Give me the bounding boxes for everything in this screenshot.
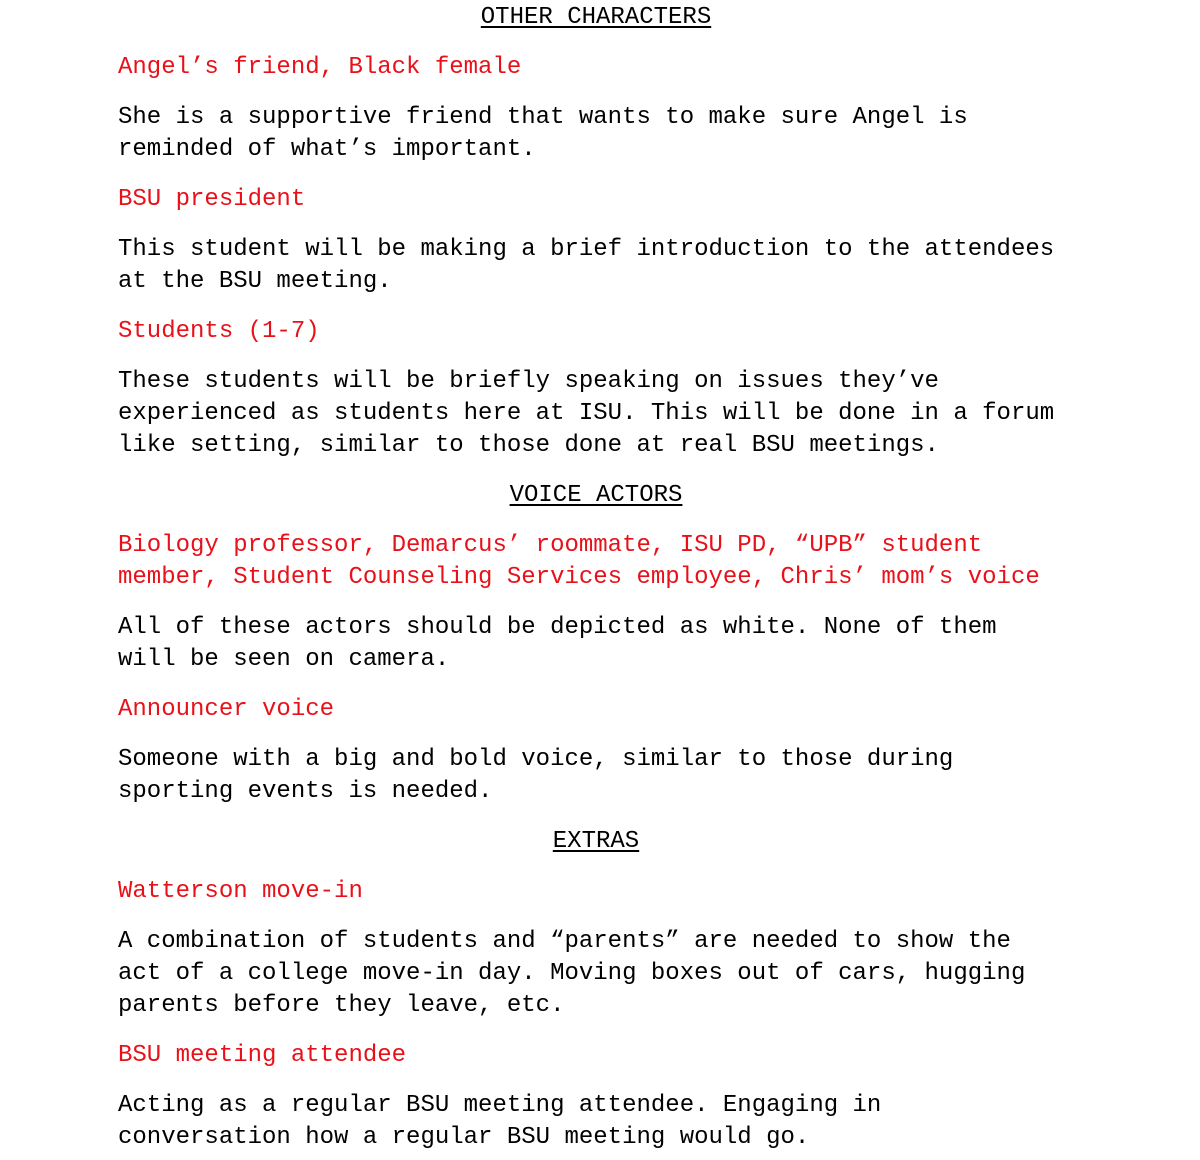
- role-angels-friend: Angel’s friend, Black female: [118, 54, 522, 81]
- description-line: like setting, similar to those done at real BSU meetings.: [118, 432, 939, 459]
- role-watterson-move-in: Watterson move-in: [118, 878, 363, 905]
- description-line: at the BSU meeting.: [118, 268, 392, 295]
- description-line: She is a supportive friend that wants to make sure Angel is: [118, 104, 968, 131]
- description-line: These students will be briefly speaking on issues they’ve: [118, 368, 939, 395]
- section-heading-extras: EXTRAS: [552, 828, 640, 855]
- description-line: experienced as students here at ISU. This will be done in a forum: [118, 400, 1055, 427]
- description-line: All of these actors should be depicted as white. None of them: [118, 614, 997, 641]
- description-line: conversation how a regular BSU meeting would go.: [118, 1124, 810, 1151]
- description-angels-friend: [118, 102, 1098, 166]
- description-watterson-move-in: [118, 926, 1098, 1022]
- description-line: will be seen on camera.: [118, 646, 450, 673]
- section-heading-voice-actors: VOICE ACTORS: [509, 482, 683, 509]
- description-line: Acting as a regular BSU meeting attendee. Engaging in: [118, 1092, 882, 1119]
- description-voice-actors: [118, 612, 1098, 676]
- role-line: Biology professor, Demarcus’ roommate, ISU PD, “UPB” student: [118, 532, 983, 559]
- description-bsu-meeting-attendee: [118, 1090, 1098, 1154]
- description-line: sporting events is needed.: [118, 778, 493, 805]
- role-voice-actors-list: [118, 530, 1098, 594]
- description-students: [118, 366, 1098, 462]
- section-heading-other-characters: OTHER CHARACTERS: [480, 4, 712, 31]
- role-announcer-voice: Announcer voice: [118, 696, 335, 723]
- description-announcer-voice: [118, 744, 1098, 808]
- script-page: [118, 0, 1098, 1154]
- description-line: This student will be making a brief introduction to the attendees: [118, 236, 1055, 263]
- description-line: reminded of what’s important.: [118, 136, 536, 163]
- description-line: parents before they leave, etc.: [118, 992, 565, 1019]
- description-bsu-president: [118, 234, 1098, 298]
- role-students: Students (1-7): [118, 318, 320, 345]
- role-bsu-president: BSU president: [118, 186, 306, 213]
- description-line: act of a college move-in day. Moving boxes out of cars, hugging: [118, 960, 1026, 987]
- role-bsu-meeting-attendee: BSU meeting attendee: [118, 1042, 407, 1069]
- role-line: member, Student Counseling Services employee, Chris’ mom’s voice: [118, 564, 1040, 591]
- description-line: Someone with a big and bold voice, similar to those during: [118, 746, 954, 773]
- description-line: A combination of students and “parents” are needed to show the: [118, 928, 1011, 955]
